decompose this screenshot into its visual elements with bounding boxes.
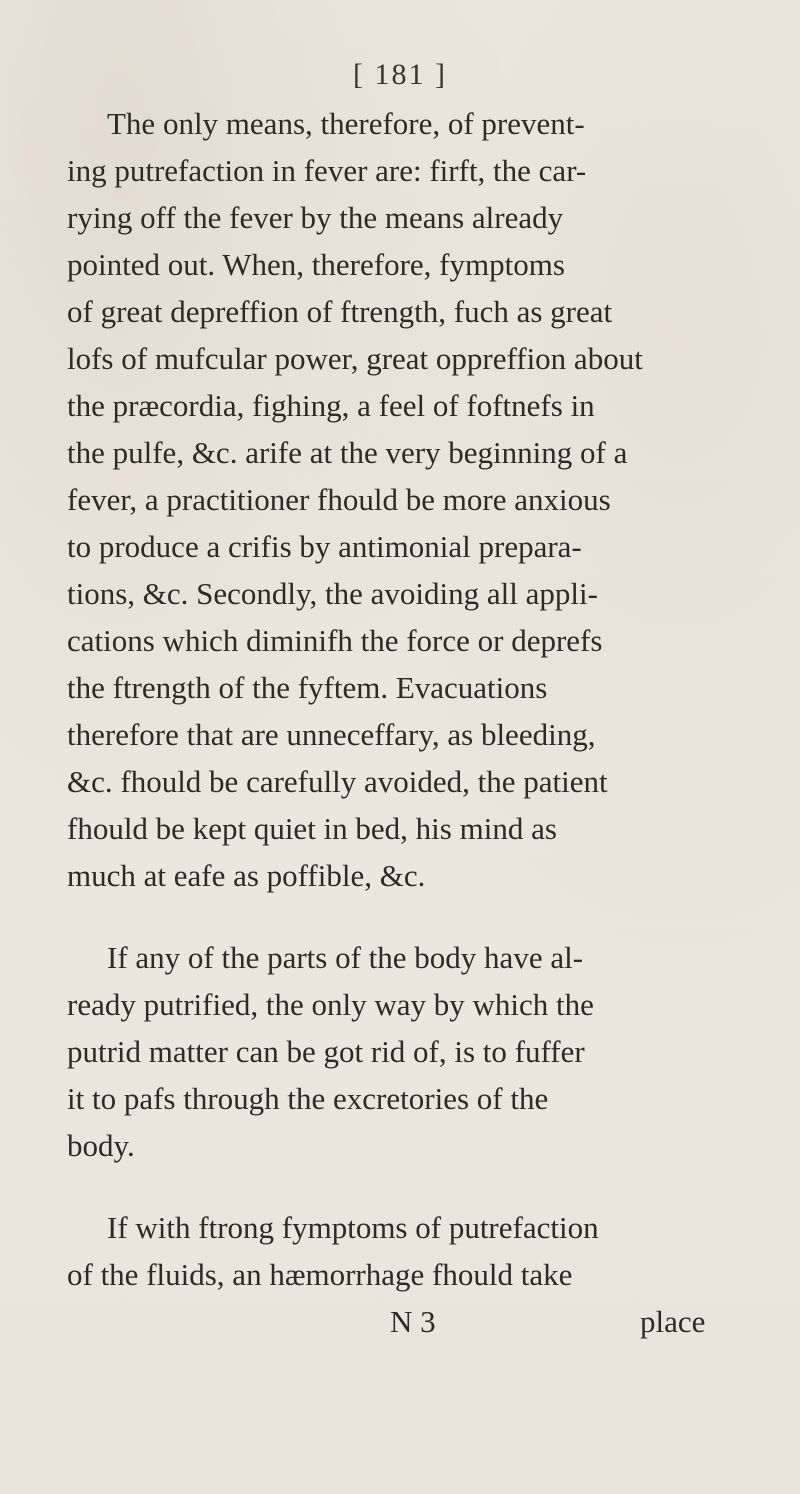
text-line: If any of the parts of the body have al- (107, 940, 584, 975)
text-line: therefore that are unneceffary, as bleeding, (67, 717, 596, 752)
text-line: If with ftrong fymptoms of putrefaction (107, 1210, 599, 1245)
text-line: the ftrength of the fyftem. Evacuations (67, 670, 548, 705)
text-line: of the fluids, an hæmorrhage fhould take (67, 1257, 573, 1292)
text-line: fhould be kept quiet in bed, his mind as (67, 811, 557, 846)
text-line: the pulfe, &c. arife at the very beginning of a (67, 435, 628, 470)
text-line: of great depreffion of ftrength, fuch as great (67, 294, 613, 329)
text-line: lofs of mufcular power, great oppreffion about (67, 341, 643, 376)
text-line: ready putrified, the only way by which the (67, 987, 594, 1022)
text-line: rying off the fever by the means already (67, 200, 564, 235)
text-line: much at eafe as poffible, &c. (67, 858, 426, 893)
text-line: putrid matter can be got rid of, is to fuffer (67, 1034, 585, 1069)
text-line: body. (67, 1128, 135, 1163)
text-line: cations which diminifh the force or deprefs (67, 623, 603, 658)
text-line: The only means, therefore, of prevent- (107, 106, 585, 141)
text-line: pointed out. When, therefore, fymptoms (67, 247, 565, 282)
text-line: tions, &c. Secondly, the avoiding all appli- (67, 576, 598, 611)
text-line: fever, a practitioner fhould be more anxious (67, 482, 611, 517)
text-line: to produce a crifis by antimonial prepara- (67, 529, 582, 564)
text-line: ing putrefaction in fever are: firft, the car- (67, 153, 587, 188)
page-number-header: [ 181 ] (353, 58, 447, 91)
signature-mark: N 3 (390, 1304, 436, 1339)
text-line: &c. fhould be carefully avoided, the patient (67, 764, 608, 799)
text-line: it to pafs through the excretories of the (67, 1081, 549, 1116)
text-line: the præcordia, fighing, a feel of foftnefs in (67, 388, 595, 423)
catchword: place (640, 1304, 706, 1339)
